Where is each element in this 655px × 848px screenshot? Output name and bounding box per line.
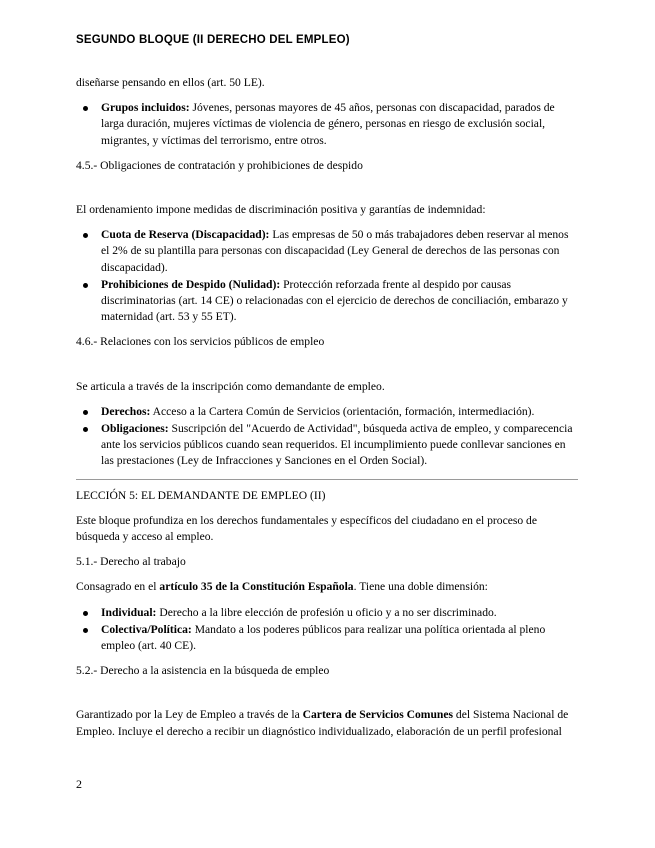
intro-bold-text: Cartera de Servicios Comunes <box>302 708 453 722</box>
list-item-label: Derechos: <box>101 404 151 418</box>
page-header: SEGUNDO BLOQUE (II DERECHO DEL EMPLEO) <box>76 34 350 46</box>
list-item-label: Obligaciones: <box>101 422 169 436</box>
page-number: 2 <box>76 777 82 791</box>
section-intro-5-1 <box>76 579 578 595</box>
s51-list <box>76 605 578 655</box>
bullet-icon <box>83 427 88 432</box>
list-item-text: Las empresas de 50 o más trabajadores deben reservar al menos el 2% de su plantilla para personas con discapacidad (Ley General de derechos de las personas con discapacidad). <box>101 228 569 274</box>
intro-text: del Sistema Nacional de Empleo. Incluye el derecho a recibir un diagnóstico individualizado, elaboración de un perfil profesional <box>76 708 569 738</box>
list-item-label: Cuota de Reserva (Discapacidad): <box>101 228 270 242</box>
bullet-icon <box>83 233 88 238</box>
list-item-label: Colectiva/Política: <box>101 622 192 636</box>
list-item <box>76 277 578 326</box>
bullet-icon <box>83 611 88 616</box>
s46-list <box>76 404 578 470</box>
list-item-text: Suscripción del "Acuerdo de Actividad", búsqueda activa de empleo, y comparecencia ante los servicios públicos cuando sean requeridos. El incumplimiento puede conllevar sanciones en las prestaciones (Ley de Infracciones y Sanciones en el Orden Social). <box>101 422 573 468</box>
section-heading-4-6: 4.6.- Relaciones con los servicios públicos de empleo <box>76 335 325 349</box>
intro-tail-paragraph: diseñarse pensando en ellos (art. 50 LE). <box>76 76 265 89</box>
list-item <box>76 622 578 654</box>
section-heading-5-2: 5.2.- Derecho a la asistencia en la búsqueda de empleo <box>76 664 330 678</box>
section-intro-5-2 <box>76 707 578 739</box>
bullet-icon <box>83 410 88 415</box>
list-item-text: Jóvenes, personas mayores de 45 años, personas con discapacidad, parados de larga duración, mujeres víctimas de violencia de género, personas en riesgo de exclusión social, migrantes, y víctimas del terrorismo, entre otros. <box>101 101 555 147</box>
intro-text: Garantizado por la Ley de Empleo a través de la <box>76 708 303 722</box>
grupos-list <box>76 100 578 149</box>
section-heading-5-1: 5.1.- Derecho al trabajo <box>76 555 186 569</box>
list-item-label: Grupos incluidos: <box>101 101 190 115</box>
list-item-text: Mandato a los poderes públicos para realizar una política orientada al pleno empleo (art. 40 CE). <box>101 622 546 653</box>
bullet-icon <box>83 283 88 288</box>
s45-list <box>76 227 578 325</box>
list-item <box>76 404 578 420</box>
intro-text: . Tiene una doble dimensión: <box>353 580 488 594</box>
list-item <box>76 100 578 149</box>
bullet-icon <box>83 628 88 633</box>
list-item <box>76 227 578 276</box>
intro-text: Consagrado en el <box>76 580 160 594</box>
list-item-label: Prohibiciones de Despido (Nulidad): <box>101 277 281 291</box>
list-item <box>76 605 578 621</box>
section-divider <box>76 479 578 480</box>
lesson-title: LECCIÓN 5: EL DEMANDANTE DE EMPLEO (II) <box>76 488 326 502</box>
list-item-text: Protección reforzada frente al despido por causas discriminatorias (art. 14 CE) o relacionadas con el ejercicio de derechos de conciliación, embarazo y maternidad (art. 53 y 55 ET). <box>101 277 568 324</box>
section-intro-4-6: Se articula a través de la inscripción como demandante de empleo. <box>76 379 385 393</box>
list-item-text: Acceso a la Cartera Común de Servicios (orientación, formación, intermediación). <box>150 404 535 418</box>
list-item-text: Derecho a la libre elección de profesión u oficio y a no ser discriminado. <box>156 605 497 619</box>
page-content <box>76 75 578 740</box>
section-heading-4-5: 4.5.- Obligaciones de contratación y prohibiciones de despido <box>76 158 363 172</box>
intro-bold-text: artículo 35 de la Constitución Española <box>159 580 354 594</box>
lesson-intro: Este bloque profundiza en los derechos fundamentales y específicos del ciudadano en el proceso de búsqueda y acceso al empleo. <box>76 513 538 544</box>
section-intro-4-5: El ordenamiento impone medidas de discriminación positiva y garantías de indemnidad: <box>76 203 486 217</box>
list-item <box>76 421 578 470</box>
list-item-label: Individual: <box>101 605 157 619</box>
bullet-icon <box>83 106 88 111</box>
